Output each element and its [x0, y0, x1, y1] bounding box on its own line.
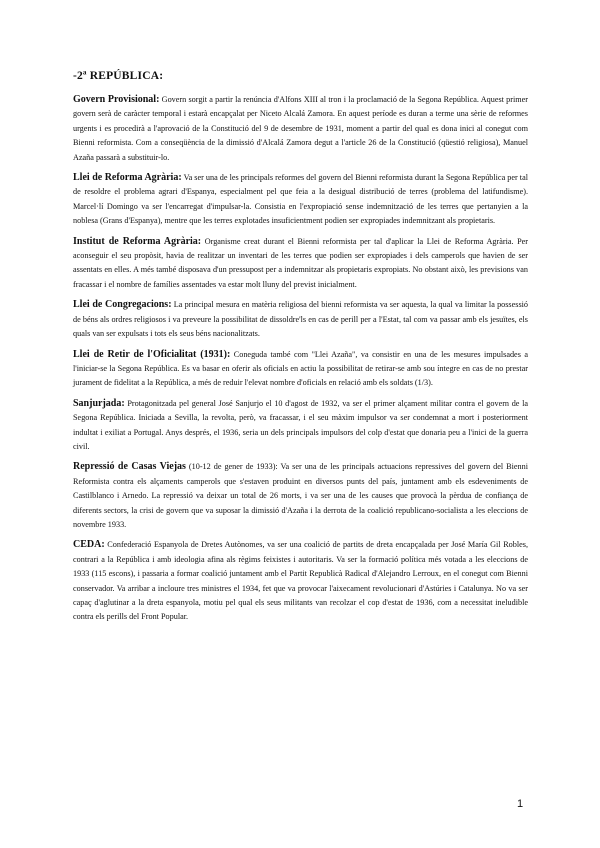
entry-term: Llei de Retir de l'Oficialitat (1931): — [73, 348, 231, 360]
entry-institut-reforma-agraria — [73, 235, 528, 293]
entry-text: (10-12 de gener de 1933): Va ser una de les principals actuacions repressives del govern del Bienni Reformista contra els alçaments camperols que s'estaven produint en diversos punts del país, juntament amb els esdeveniments de Castilblanco i Arnedo. La repressió va deixar un total de 26 morts, i va ser una de les causes que provocà la pèrdua de confiança de diferents sectors, la crisi de govern que va suposar la dimissió d'Azaña i la derrota de la coalició republicano-socialista a les eleccions de novembre 1933. — [73, 462, 529, 529]
entry-term: CEDA: — [73, 539, 105, 551]
entry-repressio-casas-viejas — [73, 460, 528, 532]
page-number: 1 — [517, 798, 524, 810]
entry-text: Coneguda també com "Llei Azaña", va consistir en una de les mesures impulsades a l'iniciar-se la Segona República. Es va basar en oferir als oficials en actiu la possibilitat de retirar-se amb sou íntegre en cas de no prestar jurament de fidelitat a la República, a més de reduir l'elevat nombre d'oficials en relació amb els soldats (1/3). — [73, 349, 529, 388]
entry-term: Llei de Congregacions: — [73, 299, 172, 311]
section-heading: -2ª REPÚBLICA: — [73, 70, 164, 82]
entry-sanjurjada — [73, 397, 528, 455]
entry-llei-retir-oficialitat — [73, 348, 528, 391]
entry-term: Sanjurjada: — [73, 397, 125, 409]
entry-term: Institut de Reforma Agrària: — [73, 235, 202, 247]
entry-text: Confederació Espanyola de Dretes Autònomes, va ser una coalició de partits de dreta encapçalada per José María Gil Robles, contrari a la República i amb ideologia afina als règims feixistes i autoritaris. Va ser la formació política més votada a les eleccions de 1933 (115 escons), i passaria a formar coalició juntament amb el Partit Republicà Radical d'Alejandro Lerroux, en el conegut com Bienni conservador. Va arribar a incloure tres ministres el 1934, fet que va provocar l'aixecament revolucionari d'Astúries i Catalunya. No va ser capaç d'aglutinar a la dreta espanyola, motiu pel qual els seus militants van recolzar el cop d'estat de 1936, com a necessitat ineludible contra els perills del Front Popular. — [73, 540, 528, 622]
entry-ceda — [73, 538, 528, 624]
entry-text: Protagonitzada pel general José Sanjurjo el 10 d'agost de 1932, va ser el primer alçament militar contra el govern de la Segona República. Iniciada a Sevilla, la revolta, però, va fracassar, i el seu màxim impulsor va ser condemnat a mort i posteriorment indultat i exiliat a Portugal. Anys després, el 1936, seria un dels principals impulsors del colp d'estat que donaria peu a l'inici de la guerra civil. — [73, 398, 528, 451]
entry-text: La principal mesura en matèria religiosa del bienni reformista va ser aquesta, la qual va limitar la possessió de béns als ordres religiosos i va preveure la possibilitat de dissoldre'ls en cas de perill per a l'Estat, tal com va passar amb els jesuïtes, els quals van ser expulsats i tots els seus béns nacionalitzats. — [73, 300, 528, 339]
entry-term: Llei de Reforma Agrària: — [73, 172, 182, 184]
entry-text: Govern sorgit a partir la renúncia d'Alfons XIII al tron i la proclamació de la Segona República. Aquest primer govern serà de caràcter temporal i estarà encapçalat per Niceto Alcalá Zamora. En aquest període es duran a terme una sèrie de reformes urgents i es procedirà a l'aprovació de la Constitució del 9 de desembre de 1931, moment a partir del qual es dona inici al conegut com Bienni reformista. Com a conseqüència de la dimissió d'Alcalá Zamora degut a l'article 26 de la Constitució (qüestió religiosa), Manuel Azaña passarà a substituir-lo. — [73, 95, 528, 162]
document-content — [73, 70, 528, 631]
entry-govern-provisional — [73, 93, 528, 165]
entry-text: Organisme creat durant el Bienni reformista per tal d'aplicar la Llei de Reforma Agrària. Per aconseguir el seu propòsit, havia de realitzar un inventari de les terres que podien ser expropiades i dels camperols que havien de ser assentats en elles. A més també disposava d'un pressupost per a indemnitzar als propietaris expropiats. No obstant això, les previsions van fracassar i el nombre de famílies assentades va estar molt lluny del previst inicialment. — [73, 236, 529, 289]
entry-term: Govern Provisional: — [73, 94, 160, 105]
entry-llei-reforma-agraria — [73, 171, 528, 229]
entry-term: Repressió de Casas Viejas — [73, 461, 186, 473]
entry-text: Va ser una de les principals reformes del govern del Bienni reformista durant la Segona República per tal de resoldre el problema agrari d'Espanya, especialment pel que feia a la desigual distribució de terres (problema del latifundisme). Marcel·lí Domingo va ser l'encarregat d'impulsar-la. Consistia en l'expropiació sense indemnització de les terres que pertanyien a la noblesa (Grans d'Espanya), mentre que les terres explotades insuficientment podien ser expropiades indemnitzant als propietaris. — [73, 173, 528, 226]
entry-llei-congregacions — [73, 298, 528, 341]
